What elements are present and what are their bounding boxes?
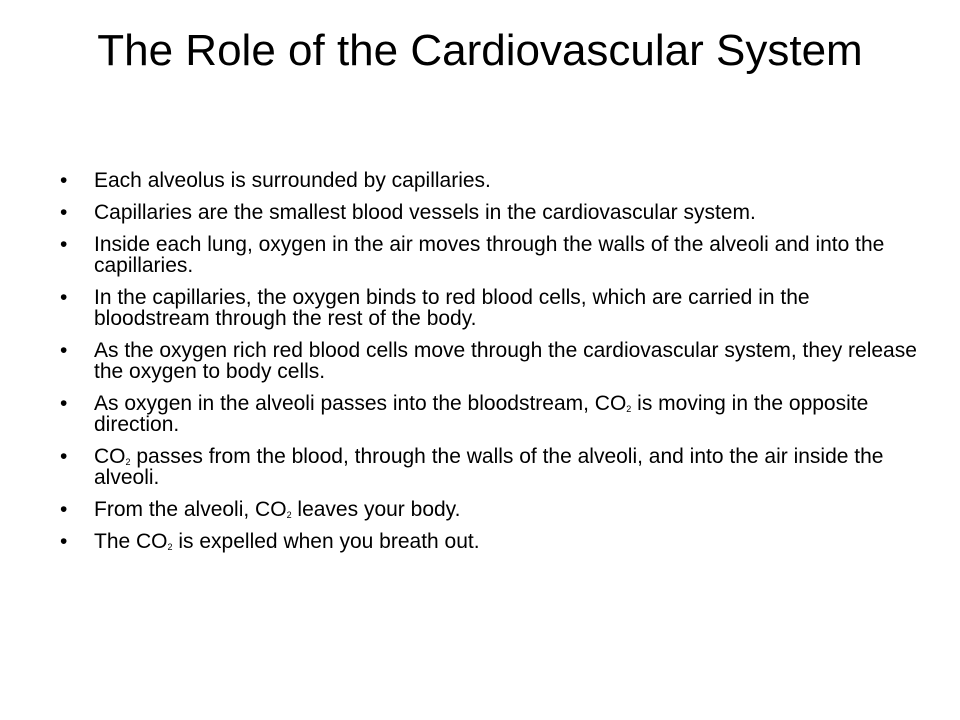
bullet-point-icon: • (60, 445, 68, 468)
bullet-point-icon: • (60, 286, 68, 309)
bullet-text-end: is moving in the opposite direction. (94, 392, 869, 436)
bullet-text-end: passes from the blood, through the walls of the alveoli, and into the air inside the alveoli. (94, 445, 884, 489)
bullet-text-start: CO (94, 445, 126, 468)
bullet-item (60, 531, 920, 552)
subscript-two: 2 (125, 457, 131, 467)
bullet-text (94, 445, 883, 489)
bullet-item (60, 234, 920, 276)
bullet-point-icon: • (60, 169, 68, 192)
slide-title: The Role of the Cardiovascular System (97, 26, 863, 75)
bullet-point-icon: • (60, 233, 68, 256)
bullet-item (60, 393, 920, 435)
bullet-point-icon: • (60, 339, 68, 362)
bullet-list (60, 170, 920, 563)
bullet-point-icon: • (60, 498, 68, 521)
bullet-text: Capillaries are the smallest blood vessels in the cardiovascular system. (94, 201, 756, 224)
bullet-item (60, 170, 920, 191)
bullet-text: Each alveolus is surrounded by capillaries. (94, 169, 491, 192)
bullet-text-start: The CO (94, 530, 168, 553)
bullet-point-icon: • (60, 201, 68, 224)
bullet-text: Inside each lung, oxygen in the air moves through the walls of the alveoli and into the capillaries. (94, 233, 885, 277)
bullet-text: As the oxygen rich red blood cells move through the cardiovascular system, they release the oxygen to body cells. (94, 339, 917, 383)
bullet-item (60, 202, 920, 223)
bullet-point-icon: • (60, 530, 68, 553)
bullet-text-end: is expelled when you breath out. (172, 530, 480, 553)
bullet-item (60, 287, 920, 329)
bullet-item (60, 340, 920, 382)
subscript-two: 2 (626, 404, 632, 414)
bullet-text-end: leaves your body. (291, 498, 461, 521)
bullet-text (94, 498, 460, 521)
bullet-text (94, 530, 480, 553)
bullet-item (60, 446, 920, 488)
subscript-two: 2 (286, 510, 292, 520)
bullet-text-start: From the alveoli, CO (94, 498, 287, 521)
bullet-point-icon: • (60, 392, 68, 415)
subscript-two: 2 (167, 542, 173, 552)
bullet-text-start: As oxygen in the alveoli passes into the bloodstream, CO (94, 392, 627, 415)
bullet-text: In the capillaries, the oxygen binds to red blood cells, which are carried in the bloodstream through the rest of the body. (94, 286, 810, 330)
bullet-item (60, 499, 920, 520)
bullet-text (94, 392, 868, 436)
